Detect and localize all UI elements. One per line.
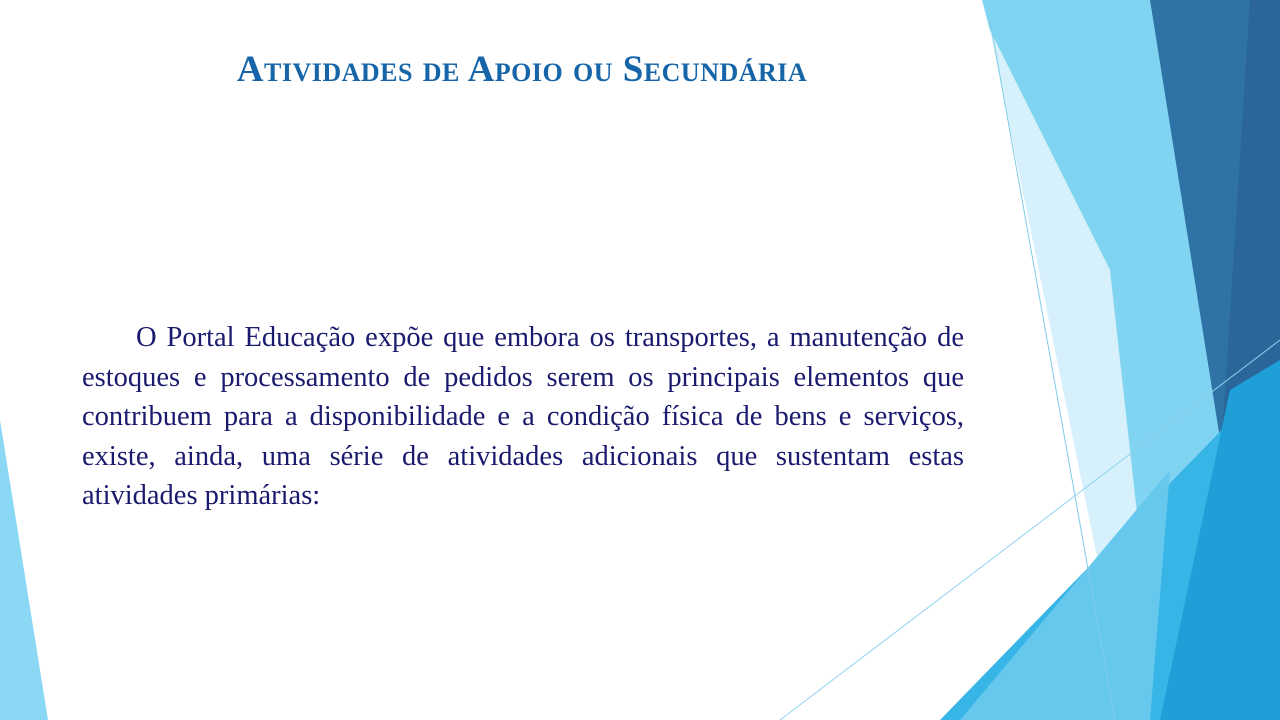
- slide-paragraph: O Portal Educação expõe que embora os transportes, a manutenção de estoques e processamento de pedidos serem os principais elementos que contribuem para a disponibilidade e a condição física de bens e serviços, existe, ainda, uma série de atividades adicionais que sustentam estas atividades primárias:: [82, 322, 964, 511]
- light-bottom-shape: [960, 470, 1170, 720]
- slide-title: Atividades de Apoio ou Secundária: [236, 49, 808, 90]
- left-accent-triangle: [0, 420, 48, 720]
